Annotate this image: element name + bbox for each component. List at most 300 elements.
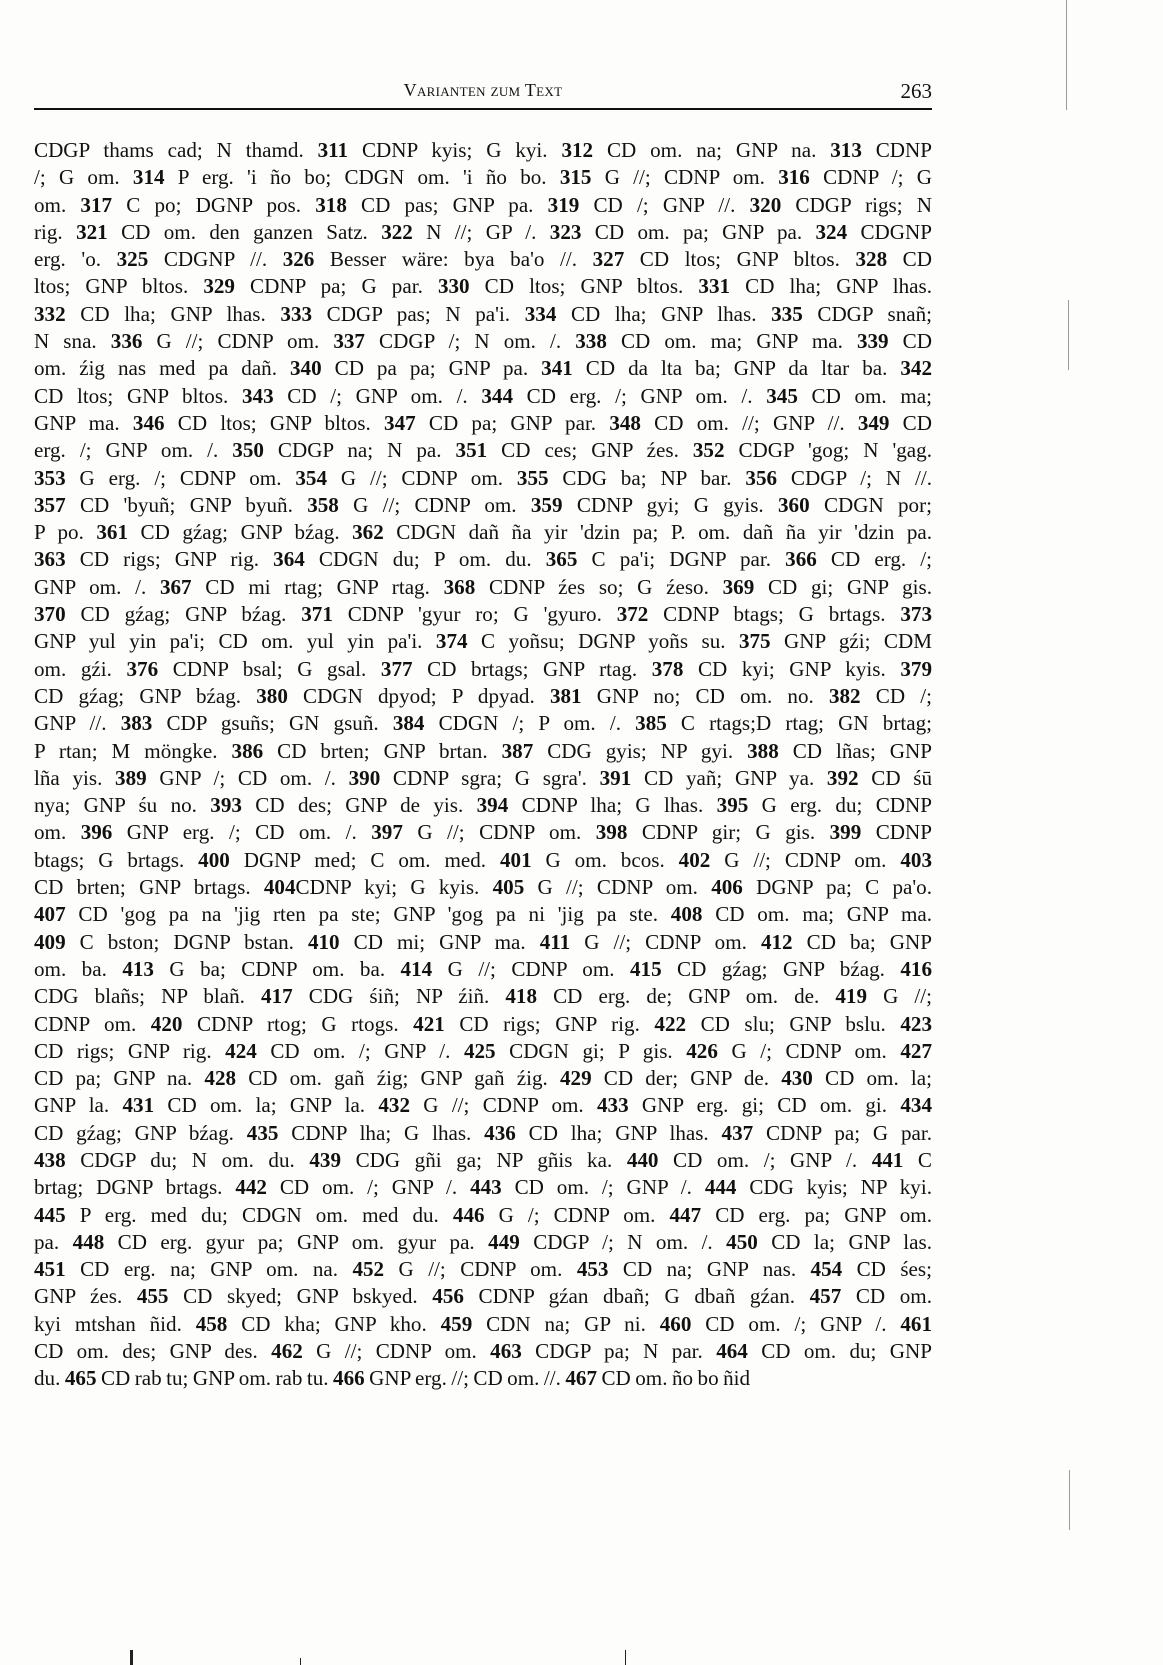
variant-reading: nya; GNP śu no. xyxy=(34,793,211,818)
note-number: 381 xyxy=(549,683,582,708)
note-number: 355 xyxy=(516,465,549,490)
note-number: 391 xyxy=(599,765,632,790)
note-number: 410 xyxy=(307,929,340,954)
text-line xyxy=(34,301,932,328)
text-line xyxy=(34,1174,932,1201)
variant-reading: CD xyxy=(887,247,932,272)
variant-reading: /; G om. xyxy=(34,165,133,190)
variant-reading: CD gi; GNP gis. xyxy=(754,574,932,599)
variant-reading: CDG śiñ; NP źiñ. xyxy=(292,984,506,1009)
variant-reading: CDNP gyi; G gyis. xyxy=(562,492,778,517)
note-number: 315 xyxy=(559,165,592,190)
text-line xyxy=(34,792,932,819)
text-line xyxy=(34,1092,932,1119)
variant-reading: CD gźag; GNP bźag. xyxy=(34,683,257,708)
note-number: 386 xyxy=(231,738,264,763)
text-line xyxy=(34,710,932,737)
variant-reading: CD om. gañ źig; GNP gañ źig. xyxy=(236,1066,560,1091)
note-number: 327 xyxy=(592,247,625,272)
text-line xyxy=(34,246,932,273)
note-number: 338 xyxy=(575,329,607,354)
variant-reading: G erg. du; CDNP xyxy=(748,793,932,818)
variant-reading: CD xyxy=(888,329,932,354)
variant-reading: CD om. /; GNP /. xyxy=(691,1311,901,1336)
variant-reading: CD brten; GNP brtan. xyxy=(263,738,502,763)
variant-reading: CDNP pa; G par. xyxy=(234,274,438,299)
variant-reading: CDGP 'gog; N 'gag. xyxy=(724,438,932,463)
text-line xyxy=(34,847,932,874)
note-number: 392 xyxy=(826,765,859,790)
text-line xyxy=(34,1120,932,1147)
variant-reading: C yoñsu; DGNP yoñs su. xyxy=(467,629,739,654)
variant-reading: CD om. ma; GNP ma. xyxy=(606,329,857,354)
note-number: 387 xyxy=(501,738,534,763)
note-number: 366 xyxy=(785,547,817,572)
variant-reading: G //; CDNP om. xyxy=(384,1257,577,1282)
variant-reading: CDNP sgra; G sgra'. xyxy=(380,765,600,790)
variant-reading: CD om. du; GNP xyxy=(747,1339,932,1364)
variant-reading: CDP gsuñs; GN gsuñ. xyxy=(152,711,393,736)
note-number: 349 xyxy=(857,410,890,435)
note-number: 443 xyxy=(470,1175,502,1200)
note-number: 374 xyxy=(435,629,468,654)
note-number: 464 xyxy=(716,1339,748,1364)
variant-reading: CD da lta ba; GNP da ltar ba. xyxy=(572,356,901,381)
variant-reading: CDNP gźan dbañ; G dbañ gźan. xyxy=(463,1284,810,1309)
variant-reading: GNP erg. //; CD om. //. xyxy=(364,1366,566,1391)
note-number: 331 xyxy=(698,274,731,299)
note-number: 341 xyxy=(541,356,573,381)
variant-reading: CD der; GNP de. xyxy=(591,1066,782,1091)
note-number: 390 xyxy=(348,765,381,790)
note-number: 312 xyxy=(561,138,594,162)
note-number: 342 xyxy=(900,356,932,381)
variant-reading: CDGP pas; N pa'i. xyxy=(312,301,525,326)
note-number: 369 xyxy=(722,574,755,599)
variant-reading: CD pa pa; GNP pa. xyxy=(321,356,542,381)
text-line xyxy=(34,983,932,1010)
variant-reading: om. źig nas med pa dañ. xyxy=(34,356,290,381)
note-number: 438 xyxy=(34,1147,66,1172)
variant-reading: G //; CDNP om. xyxy=(710,847,901,872)
note-number: 311 xyxy=(317,138,349,162)
note-number: 384 xyxy=(392,711,425,736)
note-number: 350 xyxy=(232,438,264,463)
note-number: 462 xyxy=(271,1339,303,1364)
variant-reading: CDNP xyxy=(861,820,932,845)
variant-reading: ltos; GNP bltos. xyxy=(34,274,204,299)
variant-reading: CD erg. /; GNP om. /. xyxy=(513,383,767,408)
note-number: 370 xyxy=(34,602,66,627)
variant-reading: CD pa; GNP par. xyxy=(415,410,610,435)
variant-reading: CD om. /; GNP /. xyxy=(256,1038,464,1063)
note-number: 455 xyxy=(136,1284,169,1309)
note-number: 423 xyxy=(900,1011,932,1036)
note-number: 363 xyxy=(34,547,66,572)
variant-reading: CDNP gir; G gis. xyxy=(627,820,830,845)
variant-reading: CDNP xyxy=(861,138,932,162)
variant-reading: C po; DGNP pos. xyxy=(112,192,316,217)
variant-reading: GNP no; CD om. no. xyxy=(581,683,829,708)
variant-reading: CD om. /; GNP /. xyxy=(501,1175,705,1200)
variant-reading: CDGNP xyxy=(847,219,932,244)
variant-reading: CDGP pa; N par. xyxy=(521,1339,717,1364)
variant-reading: N sna. xyxy=(34,329,111,354)
variant-reading: C rtags;D rtag; GN brtag; xyxy=(666,711,932,736)
note-number: 389 xyxy=(115,765,147,790)
variant-reading: CD erg. de; GNP om. de. xyxy=(537,984,836,1009)
text-line xyxy=(34,765,932,792)
note-number: 393 xyxy=(210,793,242,818)
variant-reading: CDGP rigs; N xyxy=(781,192,933,217)
variant-reading: CD des; GNP de yis. xyxy=(241,793,477,818)
note-number: 351 xyxy=(455,438,488,463)
variant-reading: CD gźag; GNP bźag. xyxy=(34,1120,247,1145)
note-number: 409 xyxy=(34,929,66,954)
variant-reading: CDGNP //. xyxy=(148,247,283,272)
note-number: 411 xyxy=(539,929,571,954)
variant-reading: CD erg. /; xyxy=(816,547,932,572)
variant-reading: CD om. la; xyxy=(812,1066,932,1091)
variant-reading: CD yañ; GNP ya. xyxy=(631,765,827,790)
variant-reading: kyi mtshan ñid. xyxy=(34,1311,196,1336)
variant-reading: CDGN gi; P gis. xyxy=(495,1038,687,1063)
note-number: 373 xyxy=(900,602,933,627)
note-number: 329 xyxy=(203,274,235,299)
note-number: 316 xyxy=(778,165,810,190)
variant-reading: CD pa; GNP na. xyxy=(34,1066,205,1091)
note-number: 348 xyxy=(609,410,641,435)
note-number: 412 xyxy=(760,929,793,954)
note-number: 457 xyxy=(809,1284,842,1309)
variant-reading: du. xyxy=(34,1366,65,1391)
variant-reading: CD gźag; GNP bźag. xyxy=(65,602,302,627)
note-number: 371 xyxy=(301,602,333,627)
note-number: 402 xyxy=(678,847,711,872)
note-number: 377 xyxy=(380,656,413,681)
note-number: 432 xyxy=(378,1093,411,1118)
variant-reading: CD om. /; GNP /. xyxy=(658,1147,872,1172)
variant-reading: CD ltos; GNP bltos. xyxy=(469,274,699,299)
note-number: 466 xyxy=(333,1366,365,1391)
text-line xyxy=(34,328,932,355)
note-number: 319 xyxy=(547,192,580,217)
note-number: 372 xyxy=(616,602,649,627)
variant-reading: CD 'gog pa na 'jig rten pa ste; GNP 'gog pa ni 'jig pa ste. xyxy=(65,902,671,927)
note-number: 401 xyxy=(499,847,532,872)
variant-reading: CD ltos; GNP bltos. xyxy=(34,383,242,408)
variant-reading: CD lha; GNP lhas. xyxy=(556,301,772,326)
variant-reading: CDG ba; NP bar. xyxy=(548,465,746,490)
variant-reading: GNP /; CD om. /. xyxy=(146,765,349,790)
variant-reading: G //; CDNP om. xyxy=(302,1339,491,1364)
variant-reading: CDGP snañ; xyxy=(802,301,933,326)
note-number: 458 xyxy=(195,1311,228,1336)
variant-reading: GNP om. /. xyxy=(34,574,160,599)
variant-reading: CD om. ño bo ñid xyxy=(597,1366,751,1391)
text-line xyxy=(34,519,932,546)
variant-reading: CD /; GNP //. xyxy=(579,192,750,217)
variant-reading: CD mi rtag; GNP rtag. xyxy=(191,574,444,599)
text-line xyxy=(34,1038,932,1065)
variant-reading: CD brten; GNP brtags. xyxy=(34,875,264,900)
text-line xyxy=(34,1283,932,1310)
note-number: 436 xyxy=(484,1120,516,1145)
variant-reading: CD erg. na; GNP om. na. xyxy=(65,1257,353,1282)
note-number: 451 xyxy=(34,1257,66,1282)
note-number: 368 xyxy=(443,574,476,599)
variant-reading: CD lñas; GNP xyxy=(778,738,933,763)
text-line xyxy=(34,1011,932,1038)
note-number: 417 xyxy=(261,984,293,1009)
variant-reading: G //; CDNP om. xyxy=(432,956,630,981)
variant-readings-text xyxy=(34,137,932,1393)
note-number: 463 xyxy=(490,1339,522,1364)
note-number: 322 xyxy=(381,219,413,244)
variant-reading: CDGP /; N om. /. xyxy=(364,329,576,354)
text-line xyxy=(34,819,932,846)
variant-reading: CD pas; GNP pa. xyxy=(346,192,548,217)
text-line xyxy=(34,738,932,765)
variant-reading: CDGN du; P om. du. xyxy=(304,547,546,572)
note-number: 440 xyxy=(626,1147,659,1172)
note-number: 358 xyxy=(307,492,339,517)
note-number: 448 xyxy=(72,1229,105,1254)
variant-reading: CDGP /; N //. xyxy=(777,465,932,490)
note-number: 461 xyxy=(900,1311,932,1336)
variant-reading: CDNP lha; G lhas. xyxy=(508,793,717,818)
note-number: 404 xyxy=(263,875,296,900)
variant-reading: P erg. med du; CDGN om. med du. xyxy=(65,1202,453,1227)
variant-reading: CD śes; xyxy=(842,1257,932,1282)
variant-reading: GNP la. xyxy=(34,1093,123,1118)
variant-reading: CDGN por; xyxy=(809,492,932,517)
variant-reading: P po. xyxy=(34,520,97,545)
text-line xyxy=(34,273,932,300)
variant-reading: G erg. /; CDNP om. xyxy=(65,465,296,490)
variant-reading: G //; CDNP om. xyxy=(570,929,761,954)
text-line xyxy=(34,683,932,710)
note-number: 376 xyxy=(126,656,159,681)
note-number: 328 xyxy=(855,247,888,272)
variant-reading: CDNP bsal; G gsal. xyxy=(158,656,381,681)
variant-reading: om. xyxy=(34,820,81,845)
note-number: 352 xyxy=(692,438,725,463)
note-number: 367 xyxy=(159,574,192,599)
text-line xyxy=(34,956,932,983)
note-number: 467 xyxy=(565,1366,597,1391)
note-number: 379 xyxy=(900,656,932,681)
running-header xyxy=(34,80,932,110)
note-number: 397 xyxy=(371,820,403,845)
variant-reading: CD erg. pa; GNP om. xyxy=(701,1202,932,1227)
variant-reading: DGNP med; C om. med. xyxy=(229,847,500,872)
variant-reading: P erg. 'i ño bo; CDGN om. 'i ño bo. xyxy=(164,165,560,190)
variant-reading: GNP gźi; CDM xyxy=(770,629,932,654)
variant-reading: G //; CDNP om. xyxy=(410,1093,597,1118)
note-number: 378 xyxy=(651,656,684,681)
variant-reading: CD ba; GNP xyxy=(792,929,932,954)
variant-reading: CDNP lha; G lhas. xyxy=(278,1120,485,1145)
variant-reading: CDNP 'gyur ro; G 'gyuro. xyxy=(332,602,617,627)
text-line xyxy=(34,1229,932,1256)
variant-reading: CD lha; GNP lhas. xyxy=(730,274,932,299)
note-number: 403 xyxy=(900,847,932,872)
note-number: 416 xyxy=(900,956,932,981)
note-number: 447 xyxy=(669,1202,702,1227)
note-number: 442 xyxy=(235,1175,267,1200)
note-number: 388 xyxy=(747,738,779,763)
variant-reading: CD lha; GNP lhas. xyxy=(65,301,281,326)
note-number: 332 xyxy=(34,301,66,326)
variant-reading: G //; CDNP om. xyxy=(327,465,517,490)
variant-reading: CDGN /; P om. /. xyxy=(424,711,636,736)
note-number: 323 xyxy=(549,219,582,244)
variant-reading: G //; xyxy=(867,984,932,1009)
variant-reading: G //; CDNP om. xyxy=(524,875,712,900)
variant-reading: C xyxy=(903,1147,932,1172)
note-number: 346 xyxy=(132,410,165,435)
text-line xyxy=(34,546,932,573)
note-number: 335 xyxy=(771,301,803,326)
note-number: 439 xyxy=(309,1147,341,1172)
text-line xyxy=(34,601,932,628)
variant-reading: CD om. xyxy=(841,1284,932,1309)
note-number: 396 xyxy=(80,820,113,845)
note-number: 400 xyxy=(198,847,230,872)
variant-reading: GNP źes. xyxy=(34,1284,137,1309)
note-number: 314 xyxy=(132,165,165,190)
variant-reading: C bston; DGNP bstan. xyxy=(65,929,308,954)
note-number: 326 xyxy=(282,247,315,272)
note-number: 420 xyxy=(150,1011,183,1036)
note-number: 424 xyxy=(225,1038,257,1063)
variant-reading: CD om. pa; GNP pa. xyxy=(581,219,816,244)
note-number: 313 xyxy=(830,138,862,162)
variant-reading: CDNP /; G xyxy=(809,165,932,190)
variant-reading: CDG kyis; NP kyi. xyxy=(736,1175,932,1200)
variant-reading: C pa'i; DGNP par. xyxy=(577,547,786,572)
variant-reading: CDG gyis; NP gyi. xyxy=(533,738,748,763)
note-number: 431 xyxy=(122,1093,155,1118)
variant-reading: erg. /; GNP om. /. xyxy=(34,438,233,463)
note-number: 456 xyxy=(432,1284,464,1309)
text-line xyxy=(34,355,932,382)
note-number: 353 xyxy=(34,465,66,490)
note-number: 330 xyxy=(437,274,470,299)
text-line xyxy=(34,164,932,191)
page-number: 263 xyxy=(900,79,932,103)
variant-reading: btags; G brtags. xyxy=(34,847,199,872)
text-line xyxy=(34,1311,932,1338)
note-number: 383 xyxy=(120,711,153,736)
variant-reading: CDGN dpyod; P dpyad. xyxy=(287,683,550,708)
variant-reading: CD om. la; GNP la. xyxy=(154,1093,379,1118)
note-number: 427 xyxy=(900,1038,932,1063)
variant-reading: CD /; xyxy=(860,683,932,708)
text-line xyxy=(34,1147,932,1174)
note-number: 441 xyxy=(871,1147,904,1172)
variant-reading: CD la; GNP las. xyxy=(757,1229,932,1254)
variant-reading: CD ltos; GNP bltos. xyxy=(624,247,856,272)
variant-reading: G //; CDNP om. xyxy=(591,165,779,190)
variant-reading: CDNP btags; G brtags. xyxy=(648,602,901,627)
note-number: 407 xyxy=(34,902,66,927)
note-number: 339 xyxy=(856,329,889,354)
note-number: 425 xyxy=(463,1038,496,1063)
variant-reading: GNP //. xyxy=(34,711,121,736)
text-line xyxy=(34,410,932,437)
text-line xyxy=(34,192,932,219)
variant-reading: CD brtags; GNP rtag. xyxy=(412,656,652,681)
variant-reading: CDNP źes so; G źeso. xyxy=(475,574,723,599)
variant-reading: CD rigs; GNP rig. xyxy=(444,1011,655,1036)
note-number: 430 xyxy=(781,1066,813,1091)
text-line xyxy=(34,1065,932,1092)
variant-reading: CD śū xyxy=(858,765,932,790)
note-number: 421 xyxy=(413,1011,445,1036)
note-number: 336 xyxy=(110,329,143,354)
note-number: 357 xyxy=(34,492,66,517)
variant-reading: CDNP kyi; G kyis. xyxy=(295,875,493,900)
note-number: 356 xyxy=(745,465,778,490)
text-line xyxy=(34,383,932,410)
variant-reading: CD rab tu; GNP om. rab tu. xyxy=(96,1366,334,1391)
variant-reading: CD kyi; GNP kyis. xyxy=(683,656,901,681)
note-number: 321 xyxy=(76,219,108,244)
note-number: 364 xyxy=(273,547,305,572)
variant-reading: GNP erg. /; CD om. /. xyxy=(112,820,372,845)
text-line xyxy=(34,1365,932,1392)
variant-reading: CD gźag; GNP bźag. xyxy=(128,520,353,545)
variant-reading: CD om. na; GNP na. xyxy=(593,138,831,162)
note-number: 422 xyxy=(654,1011,687,1036)
variant-reading: CDNP rtog; G rtogs. xyxy=(182,1011,414,1036)
variant-reading: CD gźag; GNP bźag. xyxy=(661,956,901,981)
note-number: 382 xyxy=(828,683,861,708)
variant-reading: P rtan; M möngke. xyxy=(34,738,232,763)
note-number: 324 xyxy=(815,219,848,244)
variant-reading: G /; CDNP om. xyxy=(717,1038,901,1063)
note-number: 435 xyxy=(246,1120,279,1145)
variant-reading: G om. bcos. xyxy=(531,847,679,872)
text-line xyxy=(34,1256,932,1283)
variant-reading: G //; CDNP om. xyxy=(338,492,531,517)
variant-reading: CD slu; GNP bslu. xyxy=(686,1011,901,1036)
variant-reading: CD /; GNP om. /. xyxy=(273,383,482,408)
text-line xyxy=(34,1202,932,1229)
text-line xyxy=(34,219,932,246)
variant-reading: CD erg. gyur pa; GNP om. gyur pa. xyxy=(104,1229,489,1254)
note-number: 318 xyxy=(315,192,347,217)
note-number: 385 xyxy=(635,711,667,736)
note-number: 419 xyxy=(835,984,867,1009)
note-number: 444 xyxy=(704,1175,737,1200)
variant-reading: brtag; DGNP brtags. xyxy=(34,1175,236,1200)
variant-reading: CD lha; GNP lhas. xyxy=(515,1120,722,1145)
note-number: 454 xyxy=(810,1257,843,1282)
note-number: 426 xyxy=(686,1038,718,1063)
text-line xyxy=(34,1338,932,1365)
running-title: Varianten zum Text xyxy=(403,80,563,100)
note-number: 380 xyxy=(256,683,288,708)
note-number: 360 xyxy=(778,492,810,517)
note-number: 406 xyxy=(711,875,743,900)
variant-reading: lña yis. xyxy=(34,765,116,790)
variant-reading: om. gźi. xyxy=(34,656,127,681)
variant-reading: CDNP kyis; G kyi. xyxy=(348,138,562,162)
text-line xyxy=(34,437,932,464)
